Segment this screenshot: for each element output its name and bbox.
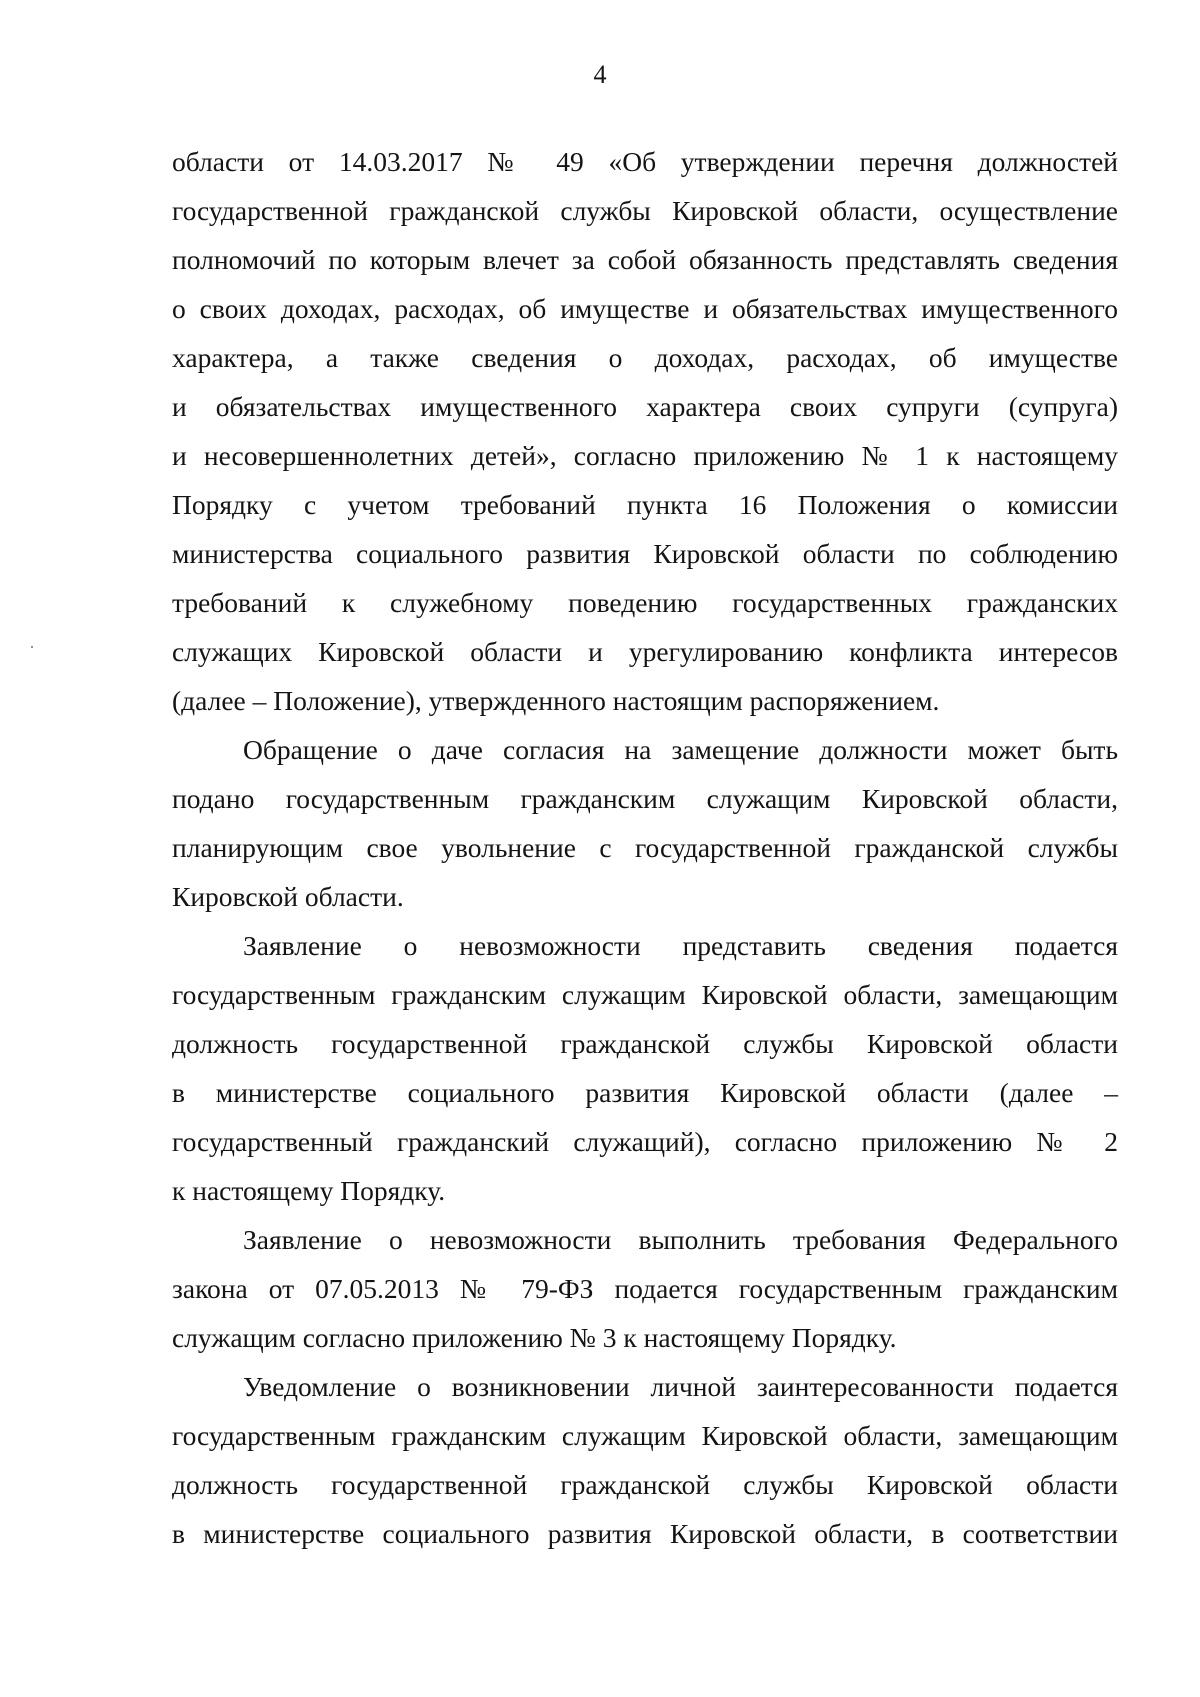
text-line: к настоящему Порядку.: [172, 1175, 446, 1206]
paragraph-2: [172, 725, 1118, 921]
text-line: Обращение о даче согласия на замещение должности может быть: [243, 734, 1118, 765]
text-line: о своих доходах, расходах, об имуществе и обязательствах имущественного: [172, 293, 1118, 324]
text-line: Заявление о невозможности представить сведения подается: [243, 930, 1118, 961]
text-line: министерства социального развития Кировской области по соблюдению: [172, 538, 1118, 569]
paragraph-4: [172, 1215, 1118, 1362]
text-line: Заявление о невозможности выполнить требования Федерального: [243, 1224, 1118, 1255]
text-line: требований к служебному поведению государственных гражданских: [172, 587, 1118, 618]
text-line: характера, а также сведения о доходах, расходах, об имуществе: [172, 342, 1118, 373]
text-line: и обязательствах имущественного характера своих супруги (супруга): [172, 391, 1118, 422]
paragraph-3: [172, 921, 1118, 1215]
text-line: подано государственным гражданским служащим Кировской области,: [172, 783, 1118, 814]
text-line: (далее – Положение), утвержденного настоящим распоряжением.: [172, 685, 940, 716]
text-line: государственным гражданским служащим Кировской области, замещающим: [172, 1420, 1118, 1451]
text-line: закона от 07.05.2013 № 79-ФЗ подается государственным гражданским: [172, 1273, 1118, 1304]
text-line: планирующим свое увольнение с государственной гражданской службы: [172, 832, 1118, 863]
text-line: должность государственной гражданской службы Кировской области: [172, 1469, 1118, 1500]
text-line: Кировской области.: [172, 881, 404, 912]
paragraph-1: [172, 137, 1118, 725]
text-line: полномочий по которым влечет за собой обязанность представлять сведения: [172, 244, 1118, 275]
text-line: служащим согласно приложению № 3 к настоящему Порядку.: [172, 1322, 897, 1353]
text-line: государственный гражданский служащий), согласно приложению № 2: [172, 1126, 1118, 1157]
document-body: [172, 137, 1118, 1558]
text-line: области от 14.03.2017 № 49 «Об утверждении перечня должностей: [172, 146, 1118, 177]
text-line: Уведомление о возникновении личной заинтересованности подается: [243, 1371, 1118, 1402]
paragraph-5: [172, 1362, 1118, 1558]
text-line: в министерстве социального развития Кировской области, в соответствии: [172, 1518, 1118, 1549]
text-line: служащих Кировской области и урегулированию конфликта интересов: [172, 636, 1118, 667]
scan-speck: [31, 646, 33, 648]
page-number: 4: [593, 60, 607, 89]
text-line: в министерстве социального развития Кировской области (далее –: [172, 1077, 1118, 1108]
text-line: должность государственной гражданской службы Кировской области: [172, 1028, 1118, 1059]
text-line: и несовершеннолетних детей», согласно приложению № 1 к настоящему: [172, 440, 1118, 471]
text-line: государственной гражданской службы Кировской области, осуществление: [172, 195, 1118, 226]
text-line: государственным гражданским служащим Кировской области, замещающим: [172, 979, 1118, 1010]
text-line: Порядку с учетом требований пункта 16 Положения о комиссии: [172, 489, 1118, 520]
